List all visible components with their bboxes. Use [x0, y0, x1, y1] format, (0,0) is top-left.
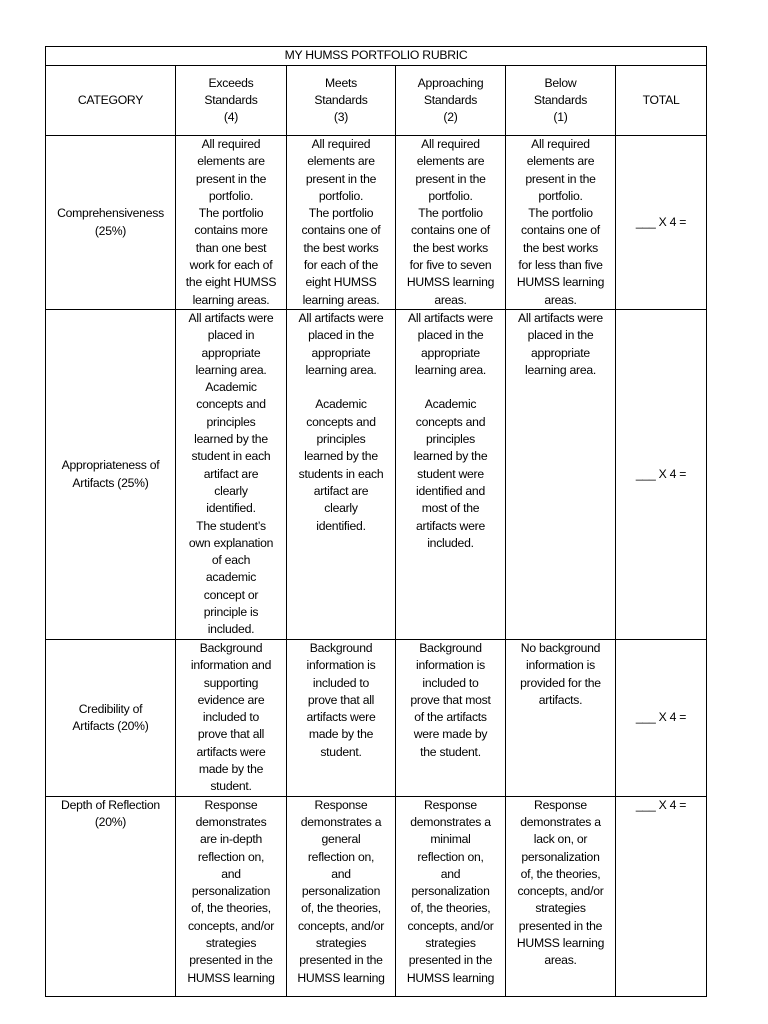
description-line: present in the — [525, 171, 596, 186]
description-line: concepts, and/or — [187, 918, 275, 933]
description-line: HUMSS learning — [516, 275, 605, 290]
meets-description — [287, 796, 396, 996]
description-line: general — [321, 832, 361, 847]
description-line: of, the theories, — [301, 901, 381, 916]
description-line: learning areas. — [192, 292, 270, 307]
header-below — [506, 66, 616, 136]
exceeds-description — [176, 136, 287, 310]
description-line: included to — [202, 710, 260, 725]
description-line: Academic — [315, 397, 367, 412]
exceeds-description — [176, 310, 287, 640]
description-line: learning area. — [195, 362, 267, 377]
description-line: learning area. — [305, 362, 377, 377]
description-line: personalization — [521, 849, 600, 864]
description-line: learning area. — [524, 362, 597, 377]
header-below-line: (1) — [553, 110, 568, 125]
description-line: Academic — [205, 380, 257, 395]
description-line: The portfolio — [528, 206, 593, 221]
description-line: strategies — [315, 936, 367, 951]
below-description — [506, 310, 616, 640]
description-line: Response — [314, 797, 368, 812]
description-line: most of the — [421, 501, 480, 516]
below-description — [506, 640, 616, 797]
header-approaching-line: (2) — [443, 110, 458, 125]
total-score-cell: ___ X 4 = — [616, 640, 707, 797]
description-line: concepts and — [306, 414, 376, 429]
description-line: areas. — [544, 953, 577, 968]
description-line: for five to seven — [409, 258, 492, 273]
description-line: the best works — [303, 240, 379, 255]
header-row — [46, 66, 707, 136]
exceeds-description — [176, 640, 287, 797]
description-line: artifacts were — [196, 744, 266, 759]
description-line: supporting — [203, 675, 259, 690]
description-line: of each — [211, 553, 251, 568]
description-line: elements are — [307, 154, 375, 169]
description-line: lack on, or — [533, 832, 588, 847]
description-line: information is — [306, 658, 376, 673]
header-approaching-line: Approaching — [417, 75, 484, 90]
header-exceeds-line: Standards — [204, 92, 258, 107]
description-line: demonstrates — [195, 814, 267, 829]
description-line: included. — [427, 535, 474, 550]
description-line: All artifacts were — [188, 311, 274, 325]
description-line: than one best — [195, 240, 267, 255]
description-line: demonstrates a — [300, 814, 382, 829]
description-line: appropriate — [421, 345, 480, 360]
description-line: presented in the — [299, 953, 383, 968]
description-line: demonstrates a — [520, 814, 601, 829]
description-line: of, the theories, — [191, 901, 271, 916]
category-label: Comprehensiveness — [57, 206, 164, 221]
header-below-line: Standards — [533, 92, 588, 107]
description-line: principles — [426, 432, 475, 447]
description-line: made by the — [198, 762, 264, 777]
description-line: presented in the — [518, 918, 603, 933]
description-line: elements are — [526, 154, 595, 169]
description-line: the best works — [412, 240, 489, 255]
header-meets-line: Meets — [325, 75, 357, 90]
category-label: (20%) — [94, 814, 127, 829]
description-line: placed in — [207, 328, 255, 343]
description-line: contains one of — [411, 223, 490, 238]
description-line: strategies — [205, 936, 257, 951]
description-line: All required — [201, 137, 261, 151]
description-line: presented in the — [408, 953, 493, 968]
below-description — [506, 136, 616, 310]
description-line: The portfolio — [418, 206, 483, 221]
description-line: contains more — [194, 223, 268, 238]
description-line: portfolio. — [318, 188, 364, 203]
description-line: HUMSS learning — [406, 275, 495, 290]
description-line: clearly — [324, 501, 358, 516]
description-line: The portfolio — [308, 206, 374, 221]
description-line: present in the — [195, 171, 267, 186]
approaching-description — [396, 640, 506, 797]
description-line: strategies — [535, 901, 586, 916]
description-line: personalization — [301, 884, 381, 899]
description-line: included to — [422, 675, 479, 690]
description-line: learned by the — [194, 432, 268, 447]
description-line: eight HUMSS — [305, 275, 377, 290]
description-line: clearly — [214, 483, 248, 498]
description-line: work for each of — [189, 258, 273, 273]
description-line: for less than five — [518, 258, 603, 273]
description-line: The student’s — [196, 518, 266, 533]
description-line: concept or — [203, 587, 259, 602]
description-line: Background — [199, 641, 263, 655]
header-below-line: Below — [544, 75, 577, 90]
description-line: and — [331, 866, 351, 881]
category-cell — [46, 136, 176, 310]
category-label: (25%) — [94, 223, 127, 238]
rubric-title: MY HUMSS PORTFOLIO RUBRIC — [46, 47, 707, 66]
description-line: made by the — [308, 727, 374, 742]
description-line: learned by the — [413, 449, 488, 464]
description-line: portfolio. — [208, 188, 254, 203]
description-line: concepts and — [196, 397, 266, 412]
description-line: HUMSS learning — [297, 970, 385, 985]
description-line: artifacts were — [306, 710, 376, 725]
description-line: academic — [205, 570, 257, 585]
description-line: Background — [419, 641, 482, 655]
description-line: All required — [421, 137, 480, 151]
description-line: reflection on, — [307, 849, 375, 864]
description-line: identified. — [316, 518, 366, 533]
description-line: own explanation — [188, 535, 274, 550]
header-approaching-line: Standards — [423, 92, 478, 107]
description-line: the best works — [522, 240, 599, 255]
description-line: personalization — [191, 884, 271, 899]
header-total: TOTAL — [616, 66, 707, 136]
category-cell — [46, 310, 176, 640]
description-line: present in the — [305, 171, 377, 186]
approaching-description — [396, 796, 506, 996]
description-line: elements are — [197, 154, 265, 169]
description-line: concepts, and/or — [297, 918, 385, 933]
description-line: All required — [311, 137, 371, 151]
description-line: demonstrates a — [410, 814, 491, 829]
rubric-row — [46, 796, 707, 996]
description-line: learned by the — [304, 449, 378, 464]
description-line: Background — [309, 641, 373, 655]
description-line: Response — [534, 797, 587, 812]
description-line: evidence are — [197, 692, 265, 707]
description-line: student. — [320, 744, 362, 759]
header-meets-line: Standards — [314, 92, 368, 107]
header-exceeds-line: Exceeds — [208, 75, 254, 90]
description-line: All artifacts were — [518, 311, 603, 325]
description-line: All artifacts were — [298, 311, 384, 325]
description-line: appropriate — [531, 345, 590, 360]
category-label: Artifacts (20%) — [72, 718, 149, 733]
description-line: provided for the — [520, 675, 601, 690]
description-line: were made by — [413, 727, 488, 742]
description-line: Academic — [424, 397, 477, 412]
approaching-description — [396, 136, 506, 310]
rubric-row — [46, 136, 707, 310]
description-line: student. — [210, 779, 252, 794]
title-row — [46, 47, 707, 66]
description-line: prove that all — [197, 727, 265, 742]
category-label: Appropriateness of — [61, 458, 160, 473]
description-line: and — [440, 866, 461, 881]
description-line: reflection on, — [417, 849, 484, 864]
header-approaching — [396, 66, 506, 136]
description-line: principles — [206, 414, 256, 429]
meets-description — [287, 136, 396, 310]
description-line: included to — [312, 675, 370, 690]
description-line: concepts and — [415, 414, 486, 429]
description-line: placed in the — [308, 328, 374, 343]
description-line: HUMSS learning — [406, 970, 495, 985]
description-line: presented in the — [189, 953, 273, 968]
description-line: contains one of — [521, 223, 600, 238]
description-line: present in the — [415, 171, 486, 186]
description-line: of, the theories, — [410, 901, 491, 916]
category-label: Depth of Reflection — [61, 797, 160, 812]
description-line: identified and — [415, 483, 485, 498]
meets-description — [287, 640, 396, 797]
description-line: prove that all — [307, 692, 375, 707]
description-line: concepts, and/or — [407, 918, 494, 933]
meets-description — [287, 310, 396, 640]
description-line: the eight HUMSS — [185, 275, 277, 290]
description-line: No background — [520, 641, 601, 655]
description-line: appropriate — [201, 345, 261, 360]
header-meets — [287, 66, 396, 136]
description-line: prove that most — [410, 692, 491, 707]
description-line: minimal — [430, 832, 471, 847]
description-line: elements are — [416, 154, 485, 169]
description-line: reflection on, — [197, 849, 265, 864]
description-line: areas. — [434, 292, 467, 307]
description-line: artifacts. — [538, 692, 583, 707]
description-line: learning areas. — [302, 292, 380, 307]
description-line: HUMSS learning — [516, 936, 605, 951]
description-line: strategies — [425, 936, 476, 951]
header-exceeds-line: (4) — [223, 110, 239, 125]
description-line: The portfolio — [198, 206, 264, 221]
description-line: student in each — [191, 449, 271, 464]
exceeds-description — [176, 796, 287, 996]
description-line: HUMSS learning — [187, 970, 275, 985]
description-line: students in each — [298, 466, 384, 481]
description-line: placed in the — [527, 328, 594, 343]
description-line: the student. — [420, 744, 481, 759]
blank-line — [290, 379, 392, 396]
total-score-cell: ___ X 4 = — [616, 310, 707, 640]
description-line: principles — [316, 432, 366, 447]
category-cell — [46, 640, 176, 797]
header-exceeds — [176, 66, 287, 136]
description-line: student were — [417, 466, 484, 481]
description-line: artifact are — [313, 483, 369, 498]
description-line: Response — [204, 797, 258, 812]
category-label: Credibility of — [78, 701, 143, 716]
description-line: placed in the — [417, 328, 484, 343]
description-line: information and — [190, 658, 272, 673]
total-score-cell: ___ X 4 = — [616, 136, 707, 310]
description-line: personalization — [411, 884, 490, 899]
description-line: information is — [416, 658, 485, 673]
description-line: All required — [531, 137, 590, 151]
category-cell — [46, 796, 176, 996]
description-line: areas. — [544, 292, 577, 307]
approaching-description — [396, 310, 506, 640]
total-score-cell: ___ X 4 = — [616, 796, 707, 996]
description-line: of, the theories, — [520, 866, 601, 881]
description-line: for each of the — [303, 258, 379, 273]
category-label: Artifacts (25%) — [72, 475, 149, 490]
description-line: learning area. — [414, 362, 487, 377]
description-line: portfolio. — [428, 188, 473, 203]
header-meets-line: (3) — [333, 110, 349, 125]
rubric-body — [46, 136, 707, 997]
description-line: information is — [526, 658, 595, 673]
description-line: All artifacts were — [408, 311, 493, 325]
description-line: of the artifacts — [414, 710, 487, 725]
description-line: included. — [207, 622, 255, 637]
rubric-table — [45, 46, 707, 997]
description-line: Response — [424, 797, 477, 812]
rubric-row — [46, 640, 707, 797]
below-description — [506, 796, 616, 996]
description-line: appropriate — [311, 345, 371, 360]
description-line: concepts, and/or — [517, 884, 604, 899]
description-line: artifacts were — [416, 518, 485, 533]
description-line: principle is — [203, 605, 259, 620]
blank-line — [399, 379, 502, 396]
description-line: and — [221, 866, 241, 881]
description-line: portfolio. — [538, 188, 583, 203]
description-line: artifact are — [203, 466, 259, 481]
description-line: are in-depth — [199, 832, 263, 847]
header-category: CATEGORY — [46, 66, 176, 136]
description-line: identified. — [206, 501, 256, 516]
description-line: contains one of — [301, 223, 381, 238]
rubric-row — [46, 310, 707, 640]
